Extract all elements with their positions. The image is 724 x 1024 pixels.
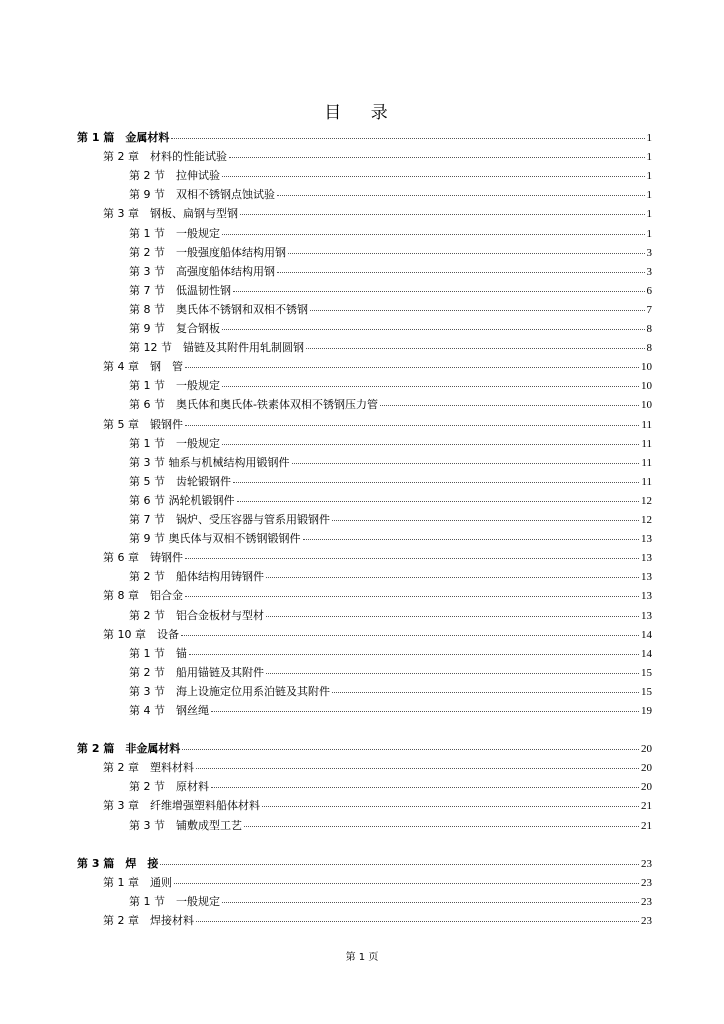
toc-section-entry[interactable] (129, 777, 652, 796)
entry-label: 第 2 章 塑料材料 (103, 761, 194, 775)
entry-label: 第 2 节 铝合金板材与型材 (129, 608, 264, 622)
dot-leader (306, 340, 645, 349)
dot-leader (189, 646, 639, 655)
entry-page-number: 11 (641, 418, 652, 431)
entry-label: 第 3 节 铺敷成型工艺 (129, 818, 242, 832)
dot-leader (240, 206, 645, 215)
toc-section-entry[interactable] (129, 510, 652, 529)
toc-chapter-entry[interactable] (103, 911, 652, 930)
dot-leader (196, 760, 639, 769)
toc-part-entry[interactable] (77, 128, 652, 147)
entry-page-number: 21 (641, 800, 652, 813)
entry-page-number: 10 (641, 361, 652, 374)
dot-leader (222, 436, 639, 445)
entry-label: 第 6 节 奥氏体和奥氏体-铁素体双相不锈钢压力管 (129, 398, 378, 412)
entry-label: 第 2 节 一般强度船体结构用钢 (129, 245, 286, 259)
toc-chapter-entry[interactable] (103, 625, 652, 644)
toc-section-entry[interactable] (129, 166, 652, 185)
entry-page-number: 12 (641, 514, 652, 526)
toc-section-entry[interactable] (129, 644, 652, 663)
entry-page-number: 23 (641, 895, 652, 908)
toc-section-entry[interactable] (129, 338, 652, 357)
entry-label: 第 3 节 海上设施定位用系泊链及其附件 (129, 684, 330, 698)
entry-label: 第 2 章 材料的性能试验 (103, 150, 227, 164)
entry-page-number: 14 (641, 628, 652, 641)
entry-page-number: 11 (641, 456, 652, 469)
toc-section-entry[interactable] (129, 281, 652, 300)
toc-chapter-entry[interactable] (103, 357, 652, 376)
dot-leader (185, 359, 639, 368)
entry-page-number: 13 (641, 552, 652, 565)
entry-page-number: 10 (641, 380, 652, 393)
entry-page-number: 1 (646, 189, 652, 202)
toc-chapter-entry[interactable] (103, 147, 652, 166)
entry-page-number: 11 (641, 437, 652, 450)
entry-page-number: 13 (641, 533, 652, 546)
entry-page-number: 10 (641, 399, 652, 412)
toc-section-entry[interactable] (129, 224, 652, 243)
entry-label: 第 2 篇 非金属材料 (77, 742, 181, 756)
entry-label: 第 2 节 拉伸试验 (129, 169, 220, 183)
toc-section-entry[interactable] (129, 395, 652, 414)
page-footer: 第 1 页 (345, 952, 379, 963)
entry-label: 第 2 章 焊接材料 (103, 913, 194, 927)
entry-label: 第 4 章 钢 管 (103, 360, 183, 374)
toc-chapter-entry[interactable] (103, 204, 652, 223)
entry-label: 第 3 章 钢板、扁钢与型钢 (103, 207, 238, 221)
entry-label: 第 3 节 高强度船体结构用钢 (129, 264, 275, 278)
toc-section-entry[interactable] (129, 376, 652, 395)
toc-section-entry[interactable] (129, 472, 652, 491)
toc-section-entry[interactable] (129, 701, 652, 720)
entry-page-number: 21 (641, 819, 652, 832)
entry-label: 第 4 节 钢丝绳 (129, 704, 209, 717)
entry-page-number: 23 (641, 876, 652, 889)
toc-part-entry[interactable] (77, 739, 652, 758)
dot-leader (266, 665, 639, 674)
entry-label: 第 1 节 锚 (129, 646, 187, 660)
toc-section-entry[interactable] (129, 300, 652, 319)
dot-leader (233, 283, 645, 292)
entry-label: 第 3 章 纤维增强塑料船体材料 (103, 799, 260, 813)
entry-page-number: 11 (641, 475, 652, 488)
entry-label: 第 8 节 奥氏体不锈钢和双相不锈钢 (129, 302, 308, 316)
entry-page-number: 20 (641, 762, 652, 775)
toc-section-entry[interactable] (129, 453, 652, 472)
toc-section-entry[interactable] (129, 892, 652, 911)
dot-leader (332, 512, 639, 521)
dot-leader (222, 321, 645, 330)
entry-label: 第 7 节 锅炉、受压容器与管系用锻钢件 (129, 513, 330, 526)
dot-leader (196, 913, 639, 922)
entry-page-number: 1 (646, 132, 652, 144)
toc-section-entry[interactable] (129, 529, 652, 548)
dot-leader (229, 149, 645, 158)
entry-page-number: 19 (641, 705, 652, 717)
toc-section-entry[interactable] (129, 185, 652, 204)
toc-chapter-entry[interactable] (103, 586, 652, 605)
dot-leader (211, 779, 639, 788)
dot-leader (185, 588, 639, 597)
entry-page-number: 8 (646, 323, 652, 335)
entry-page-number: 1 (646, 170, 652, 183)
toc-part-entry[interactable] (77, 854, 652, 873)
dot-leader (181, 627, 639, 636)
entry-page-number: 7 (646, 303, 652, 316)
toc-section-entry[interactable] (129, 319, 652, 338)
toc-section-entry[interactable] (129, 606, 652, 625)
dot-leader (332, 684, 639, 693)
entry-page-number: 1 (646, 208, 652, 221)
dot-leader (262, 798, 639, 807)
dot-leader (222, 226, 645, 235)
toc-chapter-entry[interactable] (103, 796, 652, 815)
toc-section-entry[interactable] (129, 663, 652, 682)
dot-leader (182, 741, 639, 750)
entry-label: 第 3 篇 焊 接 (77, 856, 159, 870)
toc-chapter-entry[interactable] (103, 873, 652, 892)
dot-leader (277, 264, 645, 273)
entry-page-number: 23 (641, 914, 652, 927)
entry-label: 第 6 章 铸钢件 (103, 551, 183, 565)
entry-label: 第 1 篇 金属材料 (77, 131, 170, 144)
dot-leader (266, 569, 639, 578)
entry-page-number: 15 (641, 666, 652, 679)
entry-label: 第 3 节 轴系与机械结构用锻钢件 (129, 455, 290, 469)
dot-leader (233, 474, 639, 483)
entry-page-number: 23 (641, 857, 652, 870)
entry-page-number: 8 (646, 342, 652, 355)
entry-page-number: 13 (641, 609, 652, 622)
dot-leader (303, 531, 640, 540)
toc-section-entry[interactable] (129, 434, 652, 453)
toc-section-entry[interactable] (129, 816, 652, 835)
toc-section-entry[interactable] (129, 491, 652, 510)
dot-leader (288, 245, 645, 254)
entry-page-number: 15 (641, 685, 652, 698)
entry-label: 第 12 节 锚链及其附件用轧制圆钢 (129, 341, 304, 355)
entry-label: 第 1 节 一般规定 (129, 226, 220, 240)
entry-page-number: 6 (646, 284, 652, 297)
dot-leader (244, 818, 639, 827)
dot-leader (160, 856, 639, 865)
entry-page-number: 20 (641, 781, 652, 794)
entry-label: 第 5 节 齿轮锻钢件 (129, 474, 231, 488)
dot-leader (174, 875, 639, 884)
entry-label: 第 2 节 原材料 (129, 780, 209, 794)
dot-leader (277, 187, 645, 196)
entry-label: 第 9 节 双相不锈钢点蚀试验 (129, 188, 275, 202)
entry-label: 第 1 节 一般规定 (129, 894, 220, 908)
dot-leader (292, 455, 640, 464)
entry-page-number: 1 (646, 227, 652, 240)
dot-leader (171, 130, 644, 139)
entry-page-number: 12 (641, 494, 652, 507)
entry-page-number: 13 (641, 590, 652, 603)
entry-page-number: 1 (646, 151, 652, 164)
dot-leader (211, 703, 639, 712)
dot-leader (185, 550, 639, 559)
entry-label: 第 2 节 船体结构用铸钢件 (129, 570, 264, 584)
dot-leader (222, 378, 639, 387)
entry-label: 第 9 节 奥氏体与双相不锈钢锻钢件 (129, 532, 301, 546)
entry-label: 第 7 节 低温韧性钢 (129, 283, 231, 297)
entry-label: 第 6 节 涡轮机锻钢件 (129, 493, 235, 507)
dot-leader (380, 397, 639, 406)
toc-chapter-entry[interactable] (103, 758, 652, 777)
toc-section-entry[interactable] (129, 243, 652, 262)
toc-chapter-entry[interactable] (103, 415, 652, 434)
entry-label: 第 9 节 复合钢板 (129, 322, 220, 335)
toc-section-entry[interactable] (129, 567, 652, 586)
dot-leader (266, 608, 639, 617)
entry-page-number: 3 (646, 246, 652, 259)
toc-chapter-entry[interactable] (103, 548, 652, 567)
entry-label: 第 1 节 一般规定 (129, 436, 220, 450)
dot-leader (222, 168, 645, 177)
dot-leader (185, 417, 639, 426)
entry-page-number: 3 (646, 265, 652, 278)
entry-page-number: 20 (641, 743, 652, 756)
dot-leader (237, 493, 640, 502)
page-title: 目 录 (324, 103, 400, 123)
entry-label: 第 1 章 通则 (103, 875, 172, 889)
entry-page-number: 14 (641, 647, 652, 660)
entry-label: 第 8 章 铝合金 (103, 589, 183, 603)
toc-section-entry[interactable] (129, 262, 652, 281)
entry-label: 第 2 节 船用锚链及其附件 (129, 665, 264, 679)
entry-label: 第 5 章 锻钢件 (103, 417, 183, 431)
entry-page-number: 13 (641, 571, 652, 584)
entry-label: 第 1 节 一般规定 (129, 379, 220, 393)
dot-leader (222, 894, 639, 903)
dot-leader (310, 302, 645, 311)
entry-label: 第 10 章 设备 (103, 627, 179, 641)
toc-section-entry[interactable] (129, 682, 652, 701)
